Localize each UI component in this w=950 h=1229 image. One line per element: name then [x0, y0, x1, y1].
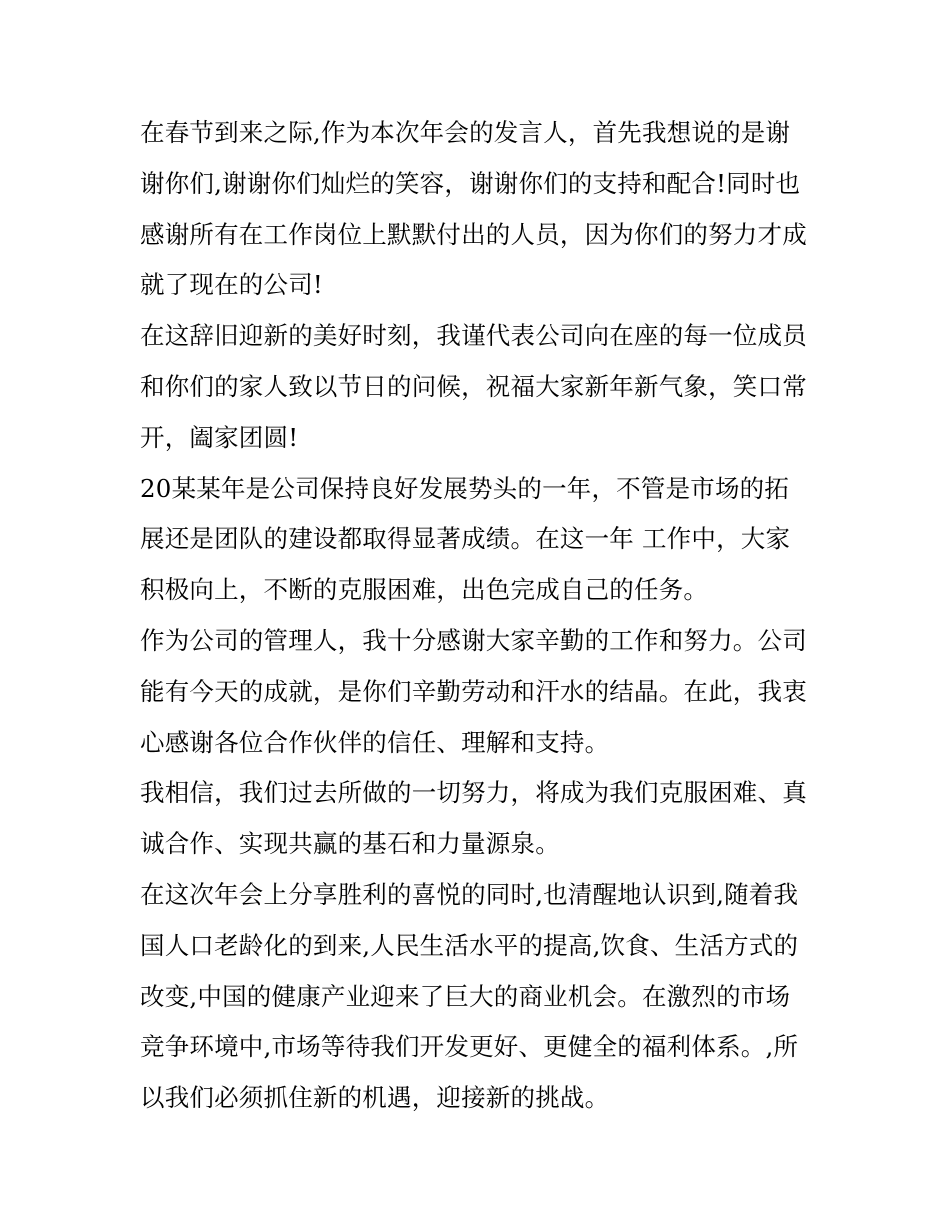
text-line: 感谢所有在工作岗位上默默付出的人员，因为你们的努力才成: [140, 219, 807, 249]
text-line: 在春节到来之际,作为本次年会的发言人，首先我想说的是谢: [140, 118, 791, 147]
document-body: [140, 108, 820, 1124]
text-line: 国人口老龄化的到来,人民生活水平的提高,饮食、生活方式的: [140, 930, 799, 960]
text-line: 在这辞旧迎新的美好时刻，我谨代表公司向在座的每一位成员: [140, 321, 807, 351]
paragraph-4: [140, 616, 820, 768]
text-line: 竞争环境中,市场等待我们开发更好、更健全的福利体系。,所: [140, 1032, 799, 1062]
text-line: 心感谢各位合作伙伴的信任、理解和支持。: [140, 727, 610, 757]
paragraph-5: [140, 768, 820, 870]
paragraph-2: [140, 311, 820, 463]
text-line: 积极向上，不断的克服困难，出色完成自己的任务。: [140, 575, 709, 605]
text-line: 谢你们,谢谢你们灿烂的笑容，谢谢你们的支持和配合!同时也: [140, 168, 801, 198]
text-line: 诚合作、实现共赢的基石和力量源泉。: [140, 829, 560, 859]
text-line: 和你们的家人致以节日的问候，祝福大家新年新气象，笑口常: [140, 371, 807, 401]
text-line: 能有今天的成就，是你们辛勤劳动和汗水的结晶。在此，我衷: [140, 676, 807, 706]
text-line: 改变,中国的健康产业迎来了巨大的商业机会。在激烈的市场: [140, 981, 791, 1011]
text-line: 我相信，我们过去所做的一切努力，将成为我们克服困难、真: [140, 778, 807, 808]
text-line: 作为公司的管理人，我十分感谢大家辛勤的工作和努力。公司: [140, 625, 807, 655]
text-line: 20某某年是公司保持良好发展势头的一年，不管是市场的拓: [140, 473, 790, 503]
text-line: 开，阖家团圆!: [140, 422, 299, 452]
text-line: 在这次年会上分享胜利的喜悦的同时,也清醒地认识到,随着我: [140, 879, 799, 909]
paragraph-6: [140, 870, 820, 1124]
paragraph-1: [140, 108, 820, 311]
text-line: 就了现在的公司!: [140, 270, 323, 300]
text-line: 展还是团队的建设都取得显著成绩。在这一年 工作中，大家: [140, 524, 791, 554]
text-line: 以我们必须抓住新的机遇，迎接新的挑战。: [140, 1083, 610, 1113]
paragraph-3: [140, 464, 820, 616]
